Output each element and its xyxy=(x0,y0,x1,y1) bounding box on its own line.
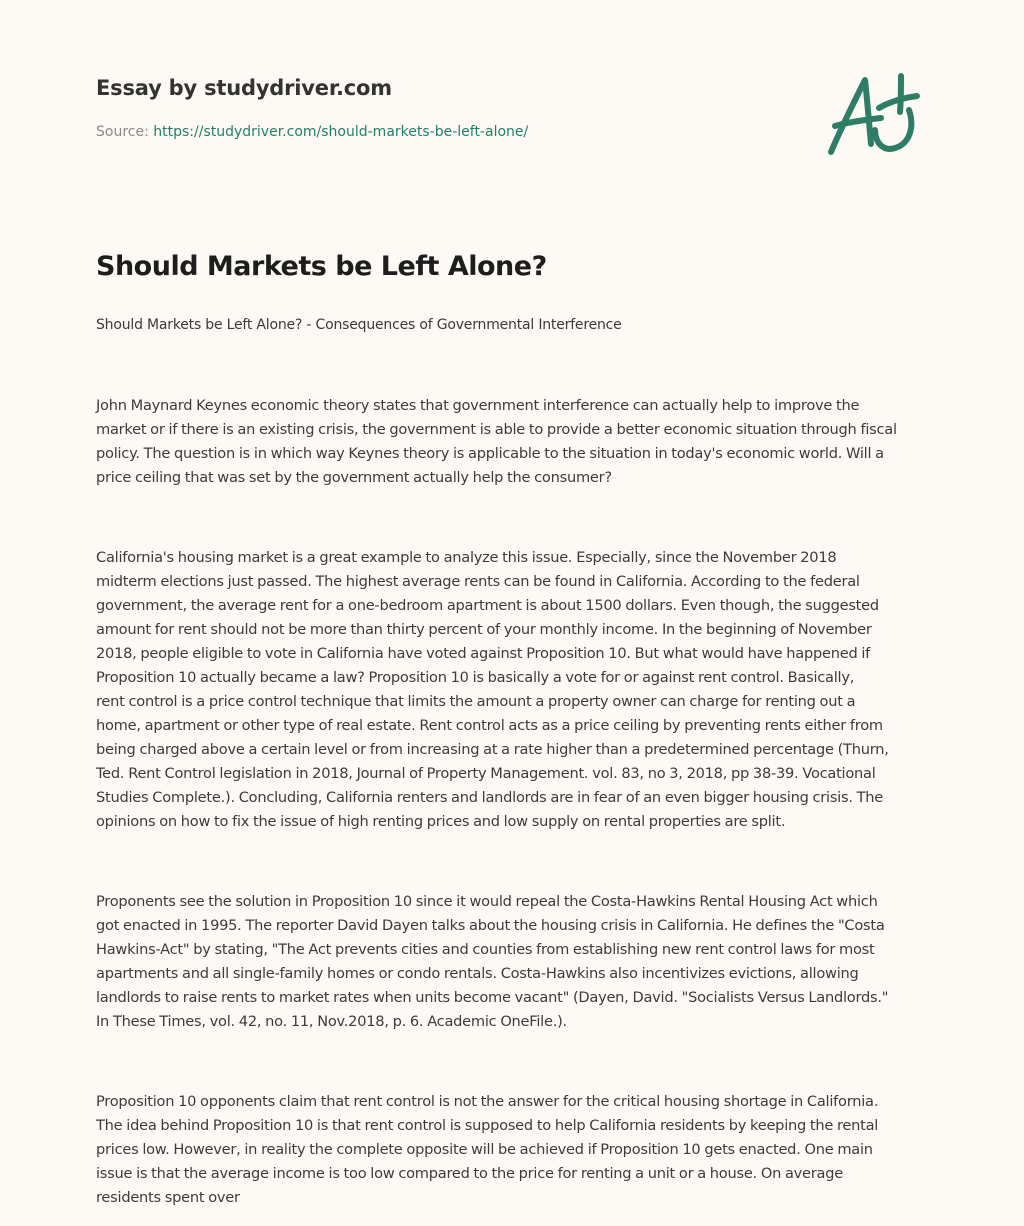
text-line: landlords to raise rents to market rates when units become vacant" (Dayen, David. "Socialists Versus Landlords." xyxy=(96,989,889,1006)
text-line: market or if there is an existing crisis, the government is able to provide a better economic situation through fiscal xyxy=(96,421,897,438)
text-line: got enacted in 1995. The reporter David Dayen talks about the housing crisis in California. He defines the "Costa xyxy=(96,917,885,934)
text-line: policy. The question is in which way Keynes theory is applicable to the situation in today's economic world. Will a xyxy=(96,445,884,462)
text-line: Proponents see the solution in Proposition 10 since it would repeal the Costa-Hawkins Rental Housing Act which xyxy=(96,893,878,910)
text-line: John Maynard Keynes economic theory states that government interference can actually help to improve the xyxy=(96,397,860,414)
text-line: price ceiling that was set by the government actually help the consumer? xyxy=(96,469,612,486)
text-line: midterm elections just passed. The highest average rents can be found in California. According to the federal xyxy=(96,573,860,590)
text-line: residents spent over xyxy=(96,1189,240,1206)
text-line: issue is that the average income is too low compared to the price for renting a unit or a house. On average xyxy=(96,1165,843,1182)
text-line: being charged above a certain level or from increasing at a rate higher than a predetermined percentage (Thurn, xyxy=(96,741,889,758)
text-line: home, apartment or other type of real estate. Rent control acts as a price ceiling by preventing rents either from xyxy=(96,717,883,734)
document-subtitle: Should Markets be Left Alone? - Consequences of Governmental Interference xyxy=(96,317,622,333)
page-header xyxy=(96,74,928,174)
text-line: 2018, people eligible to vote in California have voted against Proposition 10. But what would have happened if xyxy=(96,645,871,662)
text-line: rent control is a price control technique that limits the amount a property owner can charge for renting out a xyxy=(96,693,856,710)
text-line: opinions on how to fix the issue of high renting prices and low supply on rental properties are split. xyxy=(96,813,786,830)
text-line: apartments and all single-family homes or condo rentals. Costa-Hawkins also incentivizes evictions, allowing xyxy=(96,965,859,982)
text-line: prices low. However, in reality the complete opposite will be achieved if Proposition 10 gets enacted. One main xyxy=(96,1141,873,1158)
document-title: Should Markets be Left Alone? xyxy=(96,251,547,282)
paragraph-4 xyxy=(96,1090,932,1210)
source-label: Source: xyxy=(96,124,149,140)
text-line: California's housing market is a great example to analyze this issue. Especially, since the November 2018 xyxy=(96,549,837,566)
paragraph-3 xyxy=(96,890,932,1034)
source-link[interactable]: https://studydriver.com/should-markets-be-left-alone/ xyxy=(153,124,529,140)
text-line: In These Times, vol. 42, no. 11, Nov.2018, p. 6. Academic OneFile.). xyxy=(96,1013,567,1030)
text-line: Studies Complete.). Concluding, California renters and landlords are in fear of an even bigger housing crisis. The xyxy=(96,789,884,806)
text-line: Ted. Rent Control legislation in 2018, Journal of Property Management. vol. 83, no 3, 2018, pp 38-39. Vocational xyxy=(96,765,876,782)
text-line: Proposition 10 opponents claim that rent control is not the answer for the critical housing shortage in California. xyxy=(96,1093,879,1110)
paragraph-1 xyxy=(96,394,932,490)
text-line: amount for rent should not be more than thirty percent of your monthly income. In the beginning of November xyxy=(96,621,872,638)
a-plus-grade-icon xyxy=(823,68,927,162)
text-line: The idea behind Proposition 10 is that rent control is supposed to help California residents by keeping the rental xyxy=(96,1117,879,1134)
text-line: Hawkins-Act" by stating, "The Act prevents cities and counties from establishing new rent control laws for most xyxy=(96,941,875,958)
source-line xyxy=(96,124,528,140)
site-title: Essay by studydriver.com xyxy=(96,76,392,100)
text-line: government, the average rent for a one-bedroom apartment is about 1500 dollars. Even though, the suggested xyxy=(96,597,879,614)
paragraph-2 xyxy=(96,546,932,834)
text-line: Proposition 10 actually became a law? Proposition 10 is basically a vote for or against rent control. Basically, xyxy=(96,669,855,686)
